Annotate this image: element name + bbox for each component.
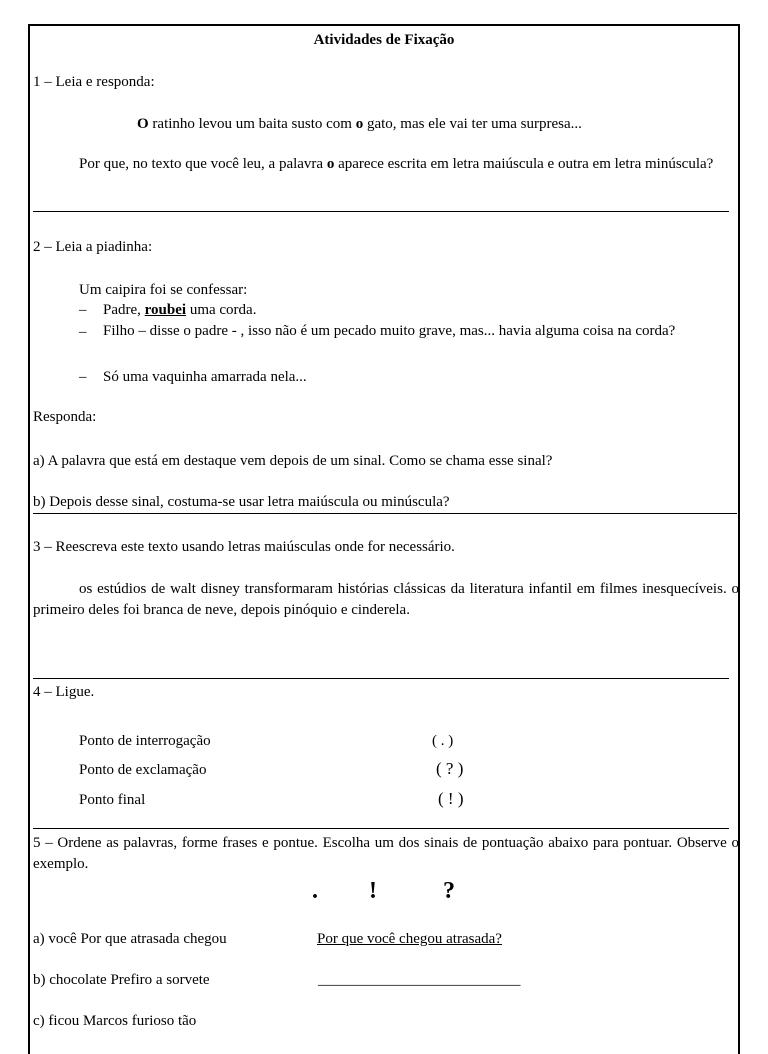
q3-answer-line[interactable] [33, 678, 729, 679]
q1-answer-line[interactable] [33, 211, 729, 212]
q4-item-final: Ponto final [79, 792, 146, 808]
q2-line-1-b: uma corda. [186, 302, 257, 318]
q2-line-3: Só uma vaquinha amarrada nela... [103, 369, 307, 385]
q5-b-blank[interactable]: ___________________________ [318, 972, 521, 988]
q2-dash-1: – [79, 302, 87, 318]
q2-dash-3: – [79, 369, 87, 385]
q1-heading: 1 – Leia e responda: [33, 74, 155, 90]
q2-intro: Um caipira foi se confessar: [79, 282, 248, 298]
q2-respond: Responda: [33, 409, 97, 425]
q5-b-words: b) chocolate Prefiro a sorvete [33, 972, 210, 988]
q5-c-words: c) ficou Marcos furioso tão [33, 1013, 197, 1029]
q2-separator [33, 513, 737, 514]
q5-a-answer-text: Por que você chegou atrasada? [317, 931, 502, 947]
q5-sign-exclamation: ! [369, 878, 377, 904]
q4-symbol-exclamation[interactable]: ( ! ) [438, 789, 464, 808]
q4-symbol-period[interactable]: ( . ) [432, 733, 454, 749]
q5-a-words: a) você Por que atrasada chegou [33, 931, 227, 947]
q2-line-1 [103, 301, 256, 319]
page-title: Atividades de Fixação [313, 32, 455, 48]
q2-heading: 2 – Leia a piadinha: [33, 239, 153, 255]
q4-symbol-question[interactable]: ( ? ) [436, 759, 464, 778]
q2-line-2: Filho – disse o padre - , isso não é um pecado muito grave, mas... havia alguma coisa na corda? [103, 323, 676, 339]
q5-heading: 5 – Ordene as palavras, forme frases e pontue. Escolha um dos sinais de pontuação abaixo para pontuar. Observe o exemplo. [33, 835, 739, 872]
q1-question-b: aparece escrita em letra maiúscula e outra em letra minúscula? [334, 156, 714, 172]
q5-a-answer [317, 930, 502, 948]
q3-text: os estúdios de walt disney transformaram histórias clássicas da literatura infantil em filmes inesquecíveis. o primeiro deles foi branca de neve, depois pinóquio e cinderela. [33, 581, 739, 618]
q2-dash-2: – [79, 324, 87, 340]
q1-sentence-mid: ratinho levou um baita susto com [148, 116, 356, 132]
q5-sign-question: ? [443, 878, 455, 904]
q1-first-word: O [137, 116, 149, 132]
q2-question-a: a) A palavra que está em destaque vem depois de um sinal. Como se chama esse sinal? [33, 453, 553, 469]
q2-highlight-word: roubei [144, 302, 187, 318]
q5-sign-period: . [312, 878, 318, 904]
q4-heading: 4 – Ligue. [33, 684, 95, 700]
q4-separator [33, 828, 729, 829]
q1-question [33, 154, 739, 175]
q2-line-1-a: Padre, [103, 302, 145, 318]
q4-item-exclamation: Ponto de exclamação [79, 762, 207, 778]
q1-sentence [137, 115, 582, 133]
q4-item-interrogation: Ponto de interrogação [79, 733, 211, 749]
q1-lower-o: o [355, 116, 364, 132]
q1-sentence-end: gato, mas ele vai ter uma surpresa... [363, 116, 582, 132]
q1-question-a: Por que, no texto que você leu, a palavra [79, 156, 327, 172]
q3-heading: 3 – Reescreva este texto usando letras maiúsculas onde for necessário. [33, 539, 455, 555]
q1-question-o: o [326, 156, 335, 172]
q2-question-b: b) Depois desse sinal, costuma-se usar letra maiúscula ou minúscula? [33, 494, 450, 510]
